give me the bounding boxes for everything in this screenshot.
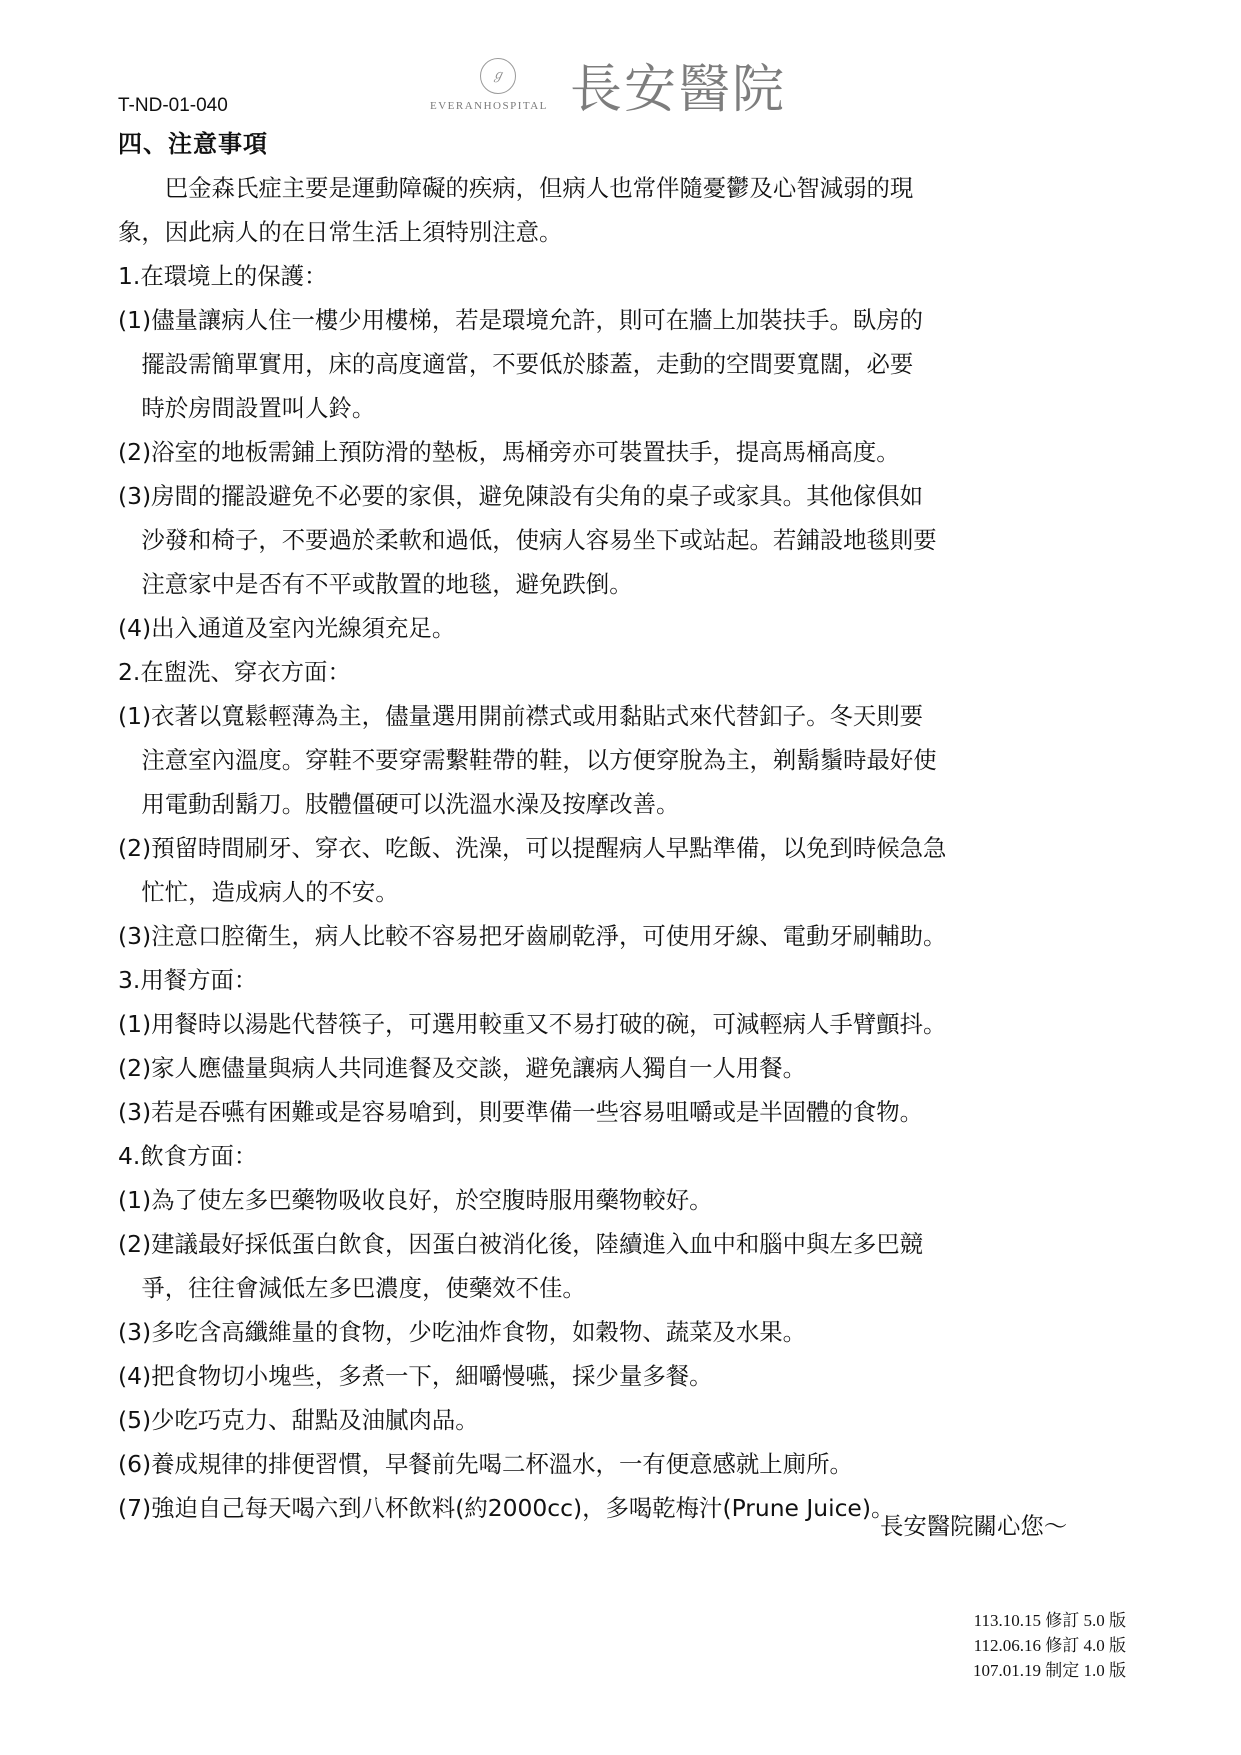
text-line: (1)衣著以寬鬆輕薄為主，儘量選用開前襟式或用黏貼式來代替釦子。冬天則要 [118,702,924,730]
text-line: 巴金森氏症主要是運動障礙的疾病，但病人也常伴隨憂鬱及心智減弱的現 [118,174,914,202]
text-line: (5)少吃巧克力、甜點及油膩肉品。 [118,1406,479,1434]
text-line: 2.在盥洗、穿衣方面： [118,658,351,686]
section-title: 四、注意事項 [118,130,268,158]
text-line: (1)為了使左多巴藥物吸收良好，於空腹時服用藥物較好。 [118,1186,713,1214]
text-line: (7)強迫自己每天喝六到八杯飲料(約2000cc)，多喝乾梅汁(Prune Juice)。 [118,1494,895,1522]
text-line: 擺設需簡單實用，床的高度適當，不要低於膝蓋，走動的空間要寬闊，必要 [118,350,914,378]
text-line: (2)家人應儘量與病人共同進餐及交談，避免讓病人獨自一人用餐。 [118,1054,807,1082]
text-line: 1.在環境上的保護： [118,262,328,290]
text-line: 爭，往往會減低左多巴濃度，使藥效不佳。 [118,1274,586,1302]
text-line: 注意室內溫度。穿鞋不要穿需繫鞋帶的鞋，以方便穿脫為主，剃鬍鬚時最好使 [118,746,937,774]
text-line: (3)若是吞嚥有困難或是容易嗆到，則要準備一些容易咀嚼或是半固體的食物。 [118,1098,924,1126]
document-code: T-ND-01-040 [118,95,228,116]
text-line: (4)把食物切小塊些，多煮一下，細嚼慢嚥，採少量多餐。 [118,1362,713,1390]
text-line: (3)房間的擺設避免不必要的家俱，避免陳設有尖角的桌子或家具。其他傢俱如 [118,482,924,510]
revision-history [973,1608,1126,1683]
revision-entry: 112.06.16 修訂 4.0 版 [973,1636,1126,1655]
closing-remark: 長安醫院關心您～ [880,1512,1068,1540]
text-line: 象，因此病人的在日常生活上須特別注意。 [118,218,563,246]
text-line: 4.飲食方面： [118,1142,258,1170]
revision-entry: 107.01.19 制定 1.0 版 [973,1661,1126,1680]
hospital-emblem-icon: ℊ [480,58,516,94]
text-line: 用電動刮鬍刀。肢體僵硬可以洗溫水澡及按摩改善。 [118,790,680,818]
text-line: (2)浴室的地板需鋪上預防滑的墊板，馬桶旁亦可裝置扶手，提高馬桶高度。 [118,438,900,466]
text-line: (3)多吃含高纖維量的食物，少吃油炸食物，如穀物、蔬菜及水果。 [118,1318,807,1346]
text-line: (4)出入通道及室內光線須充足。 [118,614,456,642]
hospital-logo [430,58,830,120]
logo-english-name: EVERANHOSPITAL [430,100,548,112]
logo-chinese-name: 長安醫院 [570,60,787,120]
text-line: (3)注意口腔衛生，病人比較不容易把牙齒刷乾淨，可使用牙線、電動牙刷輔助。 [118,922,947,950]
revision-entry: 113.10.15 修訂 5.0 版 [973,1611,1126,1630]
text-line: (6)養成規律的排便習慣，早餐前先喝二杯溫水，一有便意感就上廁所。 [118,1450,853,1478]
text-line: (1)用餐時以湯匙代替筷子，可選用較重又不易打破的碗，可減輕病人手臂顫抖。 [118,1010,947,1038]
text-line: 注意家中是否有不平或散置的地毯，避免跌倒。 [118,570,633,598]
text-line: (2)建議最好採低蛋白飲食，因蛋白被消化後，陸續進入血中和腦中與左多巴競 [118,1230,924,1258]
text-line: (1)儘量讓病人住一樓少用樓梯，若是環境允許，則可在牆上加裝扶手。臥房的 [118,306,924,334]
text-line: 時於房間設置叫人鈴。 [118,394,376,422]
text-line: 忙忙，造成病人的不安。 [118,878,399,906]
text-line: 沙發和椅子，不要過於柔軟和過低，使病人容易坐下或站起。若鋪設地毯則要 [118,526,937,554]
text-line: 3.用餐方面： [118,966,258,994]
notes-content [118,166,1128,1530]
text-line: (2)預留時間刷牙、穿衣、吃飯、洗澡，可以提醒病人早點準備，以免到時候急急 [118,834,947,862]
